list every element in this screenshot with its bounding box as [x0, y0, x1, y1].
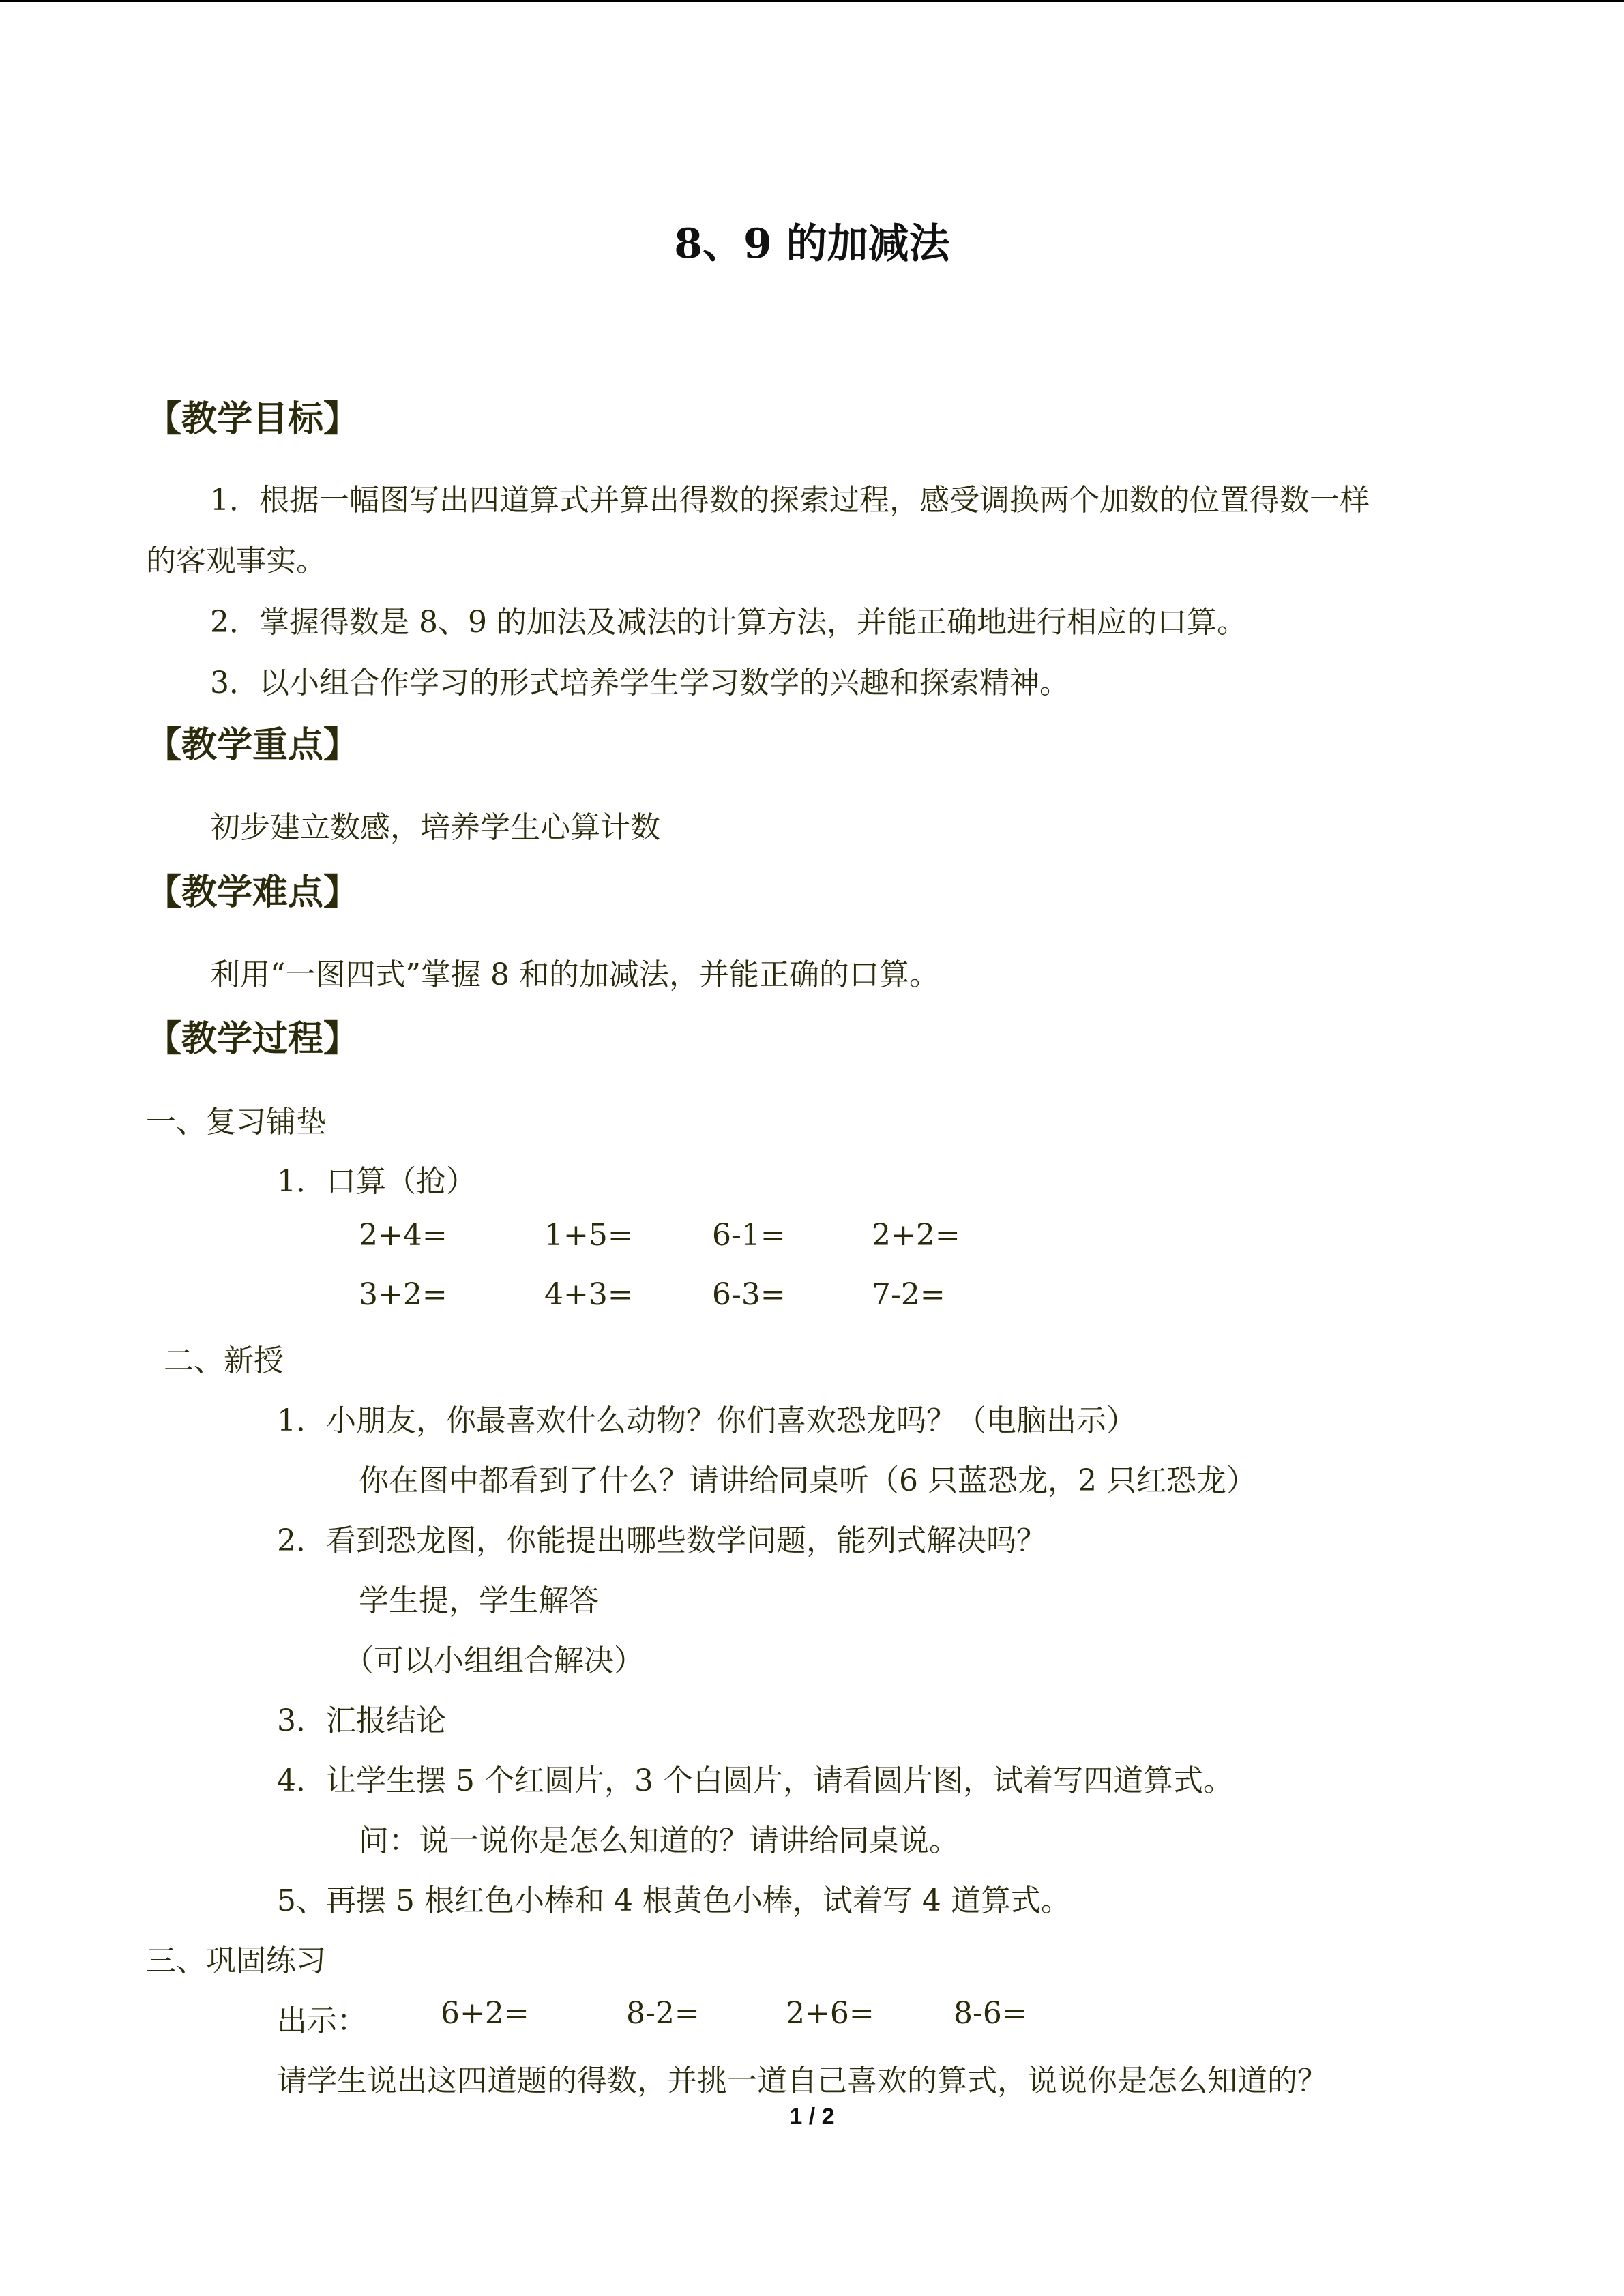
part1-heading: 一、复习铺垫 [146, 1105, 326, 1139]
expr: 7-2= [872, 1277, 945, 1312]
expr: 1+5= [544, 1218, 633, 1253]
part2-step-1-detail: 你在图中都看到了什么？请讲给同桌听（6 只蓝恐龙，2 只红恐龙） [359, 1463, 1256, 1498]
goal-item-2: 2．掌握得数是 8、9 的加法及减法的计算方法，并能正确地进行相应的口算。 [210, 605, 1247, 640]
part2-step-4-detail: 问：说一说你是怎么知道的？请讲给同桌说。 [359, 1823, 959, 1858]
oral-calc-row-2 [0, 1277, 1624, 1318]
top-border-line [0, 0, 1624, 2]
expr: 6+2= [441, 1996, 529, 2031]
goal-item-3: 3．以小组合作学习的形式培养学生学习数学的兴趣和探索精神。 [210, 666, 1069, 700]
expr: 2+6= [786, 1996, 874, 2031]
page-number: 1 / 2 [789, 2104, 835, 2130]
expr: 2+4= [359, 1218, 447, 1253]
part2-step-2: 2．看到恐龙图，你能提出哪些数学问题，能列式解决吗？ [277, 1523, 1046, 1558]
focus-text: 初步建立数感，培养学生心算计数 [210, 810, 660, 845]
part2-step-3: 3．汇报结论 [277, 1703, 446, 1738]
difficulty-text: 利用“一图四式”掌握 8 和的加减法，并能正确的口算。 [210, 957, 939, 992]
expr: 6-3= [712, 1277, 786, 1312]
part2-step-1: 1．小朋友，你最喜欢什么动物？你们喜欢恐龙吗？（电脑出示） [277, 1403, 1136, 1438]
part2-step-2-detail-a: 学生提，学生解答 [359, 1583, 599, 1618]
practice-row [0, 1996, 1624, 2037]
oral-calc-row-1 [0, 1218, 1624, 1259]
page-title: 8、9 的加减法 [674, 220, 950, 268]
part1-sub1: 1．口算（抢） [277, 1164, 476, 1199]
expr: 4+3= [544, 1277, 633, 1312]
expr: 6-1= [712, 1218, 786, 1253]
goal-item-1-line-2: 的客观事实。 [146, 543, 326, 578]
expr: 8-2= [626, 1996, 700, 2031]
part2-step-2-detail-b: （可以小组组合解决） [344, 1643, 644, 1678]
part3-ask: 请学生说出这四道题的得数，并挑一道自己喜欢的算式，说说你是怎么知道的？ [277, 2063, 1327, 2098]
section-heading-focus: 【教学重点】 [146, 724, 359, 766]
part2-step-5: 5、再摆 5 根红色小棒和 4 根黄色小棒，试着写 4 道算式。 [277, 1883, 1071, 1918]
section-heading-process: 【教学过程】 [146, 1018, 359, 1060]
part2-step-4: 4．让学生摆 5 个红圆片，3 个白圆片，请看圆片图，试着写四道算式。 [277, 1763, 1233, 1798]
section-heading-goals: 【教学目标】 [146, 398, 359, 440]
section-heading-difficulty: 【教学难点】 [146, 871, 359, 913]
part2-heading: 二、新授 [164, 1343, 284, 1378]
expr: 8-6= [954, 1996, 1027, 2031]
show-label: 出示： [277, 2003, 367, 2038]
goal-item-1-line-1: 1．根据一幅图写出四道算式并算出得数的探索过程，感受调换两个加数的位置得数一样 [210, 483, 1370, 518]
part3-heading: 三、巩固练习 [146, 1943, 326, 1978]
expr: 3+2= [359, 1277, 447, 1312]
expr: 2+2= [872, 1218, 960, 1253]
